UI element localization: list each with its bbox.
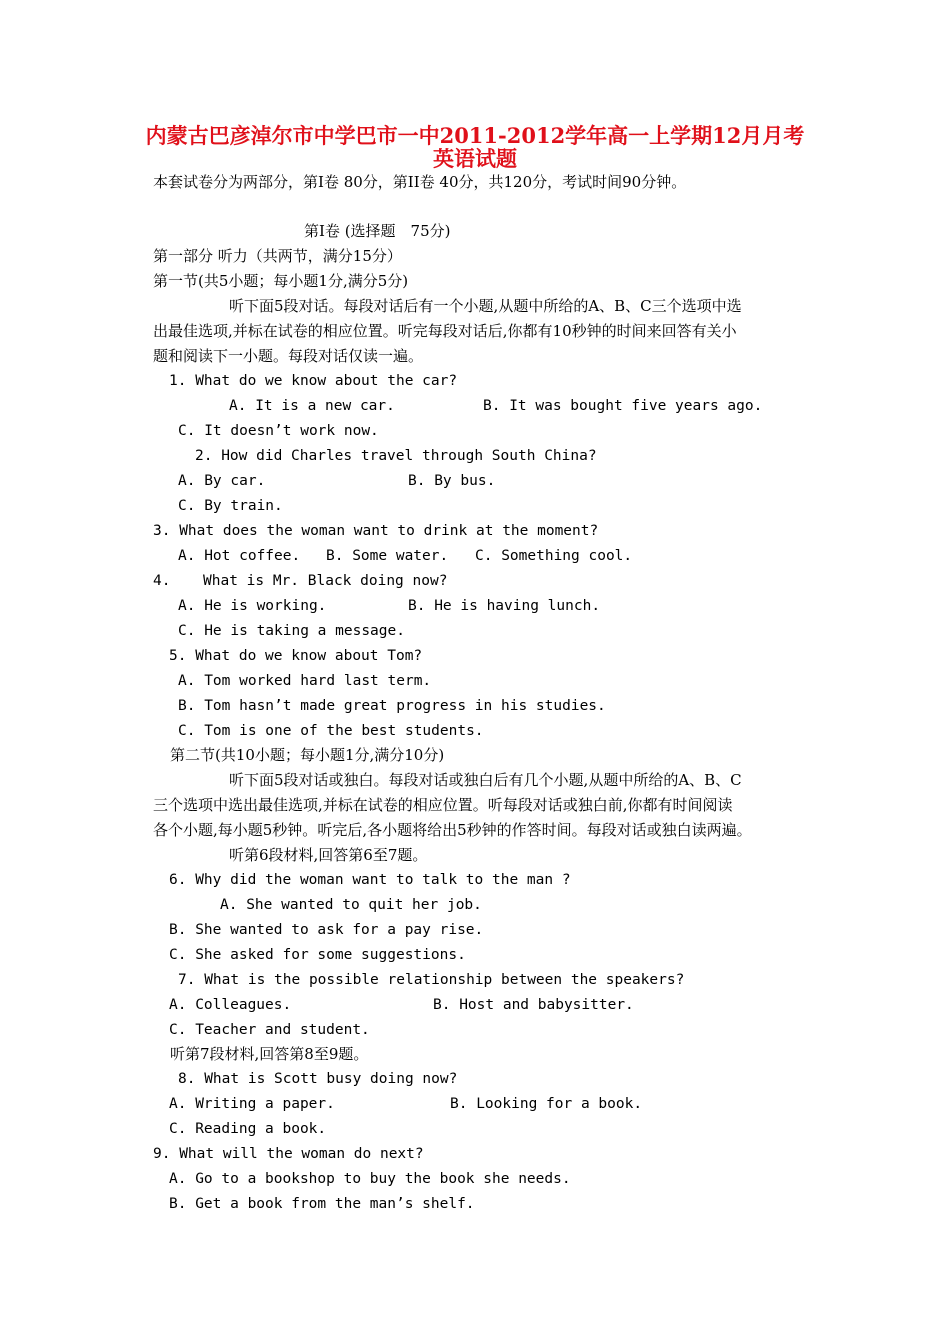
exam-intro: 本套试卷分为两部分，第Ⅰ卷 80分，第II卷 40分，共120分，考试时间90分钟。 xyxy=(153,173,687,191)
q9-option-a: A. Go to a bookshop to buy the book she needs. xyxy=(169,1171,571,1187)
question-3: 3. What does the woman want to drink at the moment? xyxy=(153,523,599,539)
question-5: 5. What do we know about Tom? xyxy=(169,648,423,664)
question-9: 9. What will the woman do next? xyxy=(153,1146,424,1162)
q8-option-b: B. Looking for a book. xyxy=(450,1096,643,1112)
exam-title-line1: 内蒙古巴彦淖尔市中学巴市一中2011-2012学年高一上学期12月月考 xyxy=(145,123,805,148)
section1-instruction-line: 题和阅读下一小题。每段对话仅读一遍。 xyxy=(153,347,424,365)
q8-option-a: A. Writing a paper. xyxy=(169,1096,335,1112)
q1-option-a: A. It is a new car. xyxy=(229,398,395,414)
q5-option-b: B. Tom hasn’t made great progress in his studies. xyxy=(178,698,606,714)
q6-option-b: B. She wanted to ask for a pay rise. xyxy=(169,922,484,938)
q4-option-c: C. He is taking a message. xyxy=(178,623,405,639)
material-7-note: 听第7段材料,回答第8至9题。 xyxy=(170,1045,369,1063)
q4-option-a: A. He is working. xyxy=(178,598,327,614)
exam-title-line2: 英语试题 xyxy=(433,146,517,171)
section1-instruction-line: 出最佳选项,并标在试卷的相应位置。听完每段对话后,你都有10秒钟的时间来回答有关小 xyxy=(153,322,737,340)
listening-section2-heading: 第二节(共10小题；每小题1分,满分10分) xyxy=(170,746,445,764)
question-1: 1. What do we know about the car? xyxy=(169,373,458,389)
q2-option-c: C. By train. xyxy=(178,498,283,514)
q2-option-b: B. By bus. xyxy=(408,473,496,489)
q7-option-a: A. Colleagues. xyxy=(169,997,292,1013)
question-8: 8. What is Scott busy doing now? xyxy=(178,1071,458,1087)
material-6-note: 听第6段材料,回答第6至7题。 xyxy=(229,846,428,864)
section1-heading: 第Ⅰ卷 (选择题 75分) xyxy=(304,222,451,240)
question-2: 2. How did Charles travel through South China? xyxy=(195,448,597,464)
q5-option-c: C. Tom is one of the best students. xyxy=(178,723,484,739)
q3-option-a: A. Hot coffee. xyxy=(178,548,301,564)
question-7: 7. What is the possible relationship between the speakers? xyxy=(178,972,685,988)
q6-option-c: C. She asked for some suggestions. xyxy=(169,947,466,963)
q7-option-c: C. Teacher and student. xyxy=(169,1022,370,1038)
q6-option-a: A. She wanted to quit her job. xyxy=(220,897,482,913)
section2-instruction-line: 三个选项中选出最佳选项,并标在试卷的相应位置。听每段对话或独白前,你都有时间阅读 xyxy=(153,796,733,814)
section1-instruction-line: 听下面5段对话。每段对话后有一个小题,从题中所给的A、B、C三个选项中选 xyxy=(229,297,742,315)
q7-option-b: B. Host and babysitter. xyxy=(433,997,634,1013)
section2-instruction-line: 听下面5段对话或独白。每段对话或独白后有几个小题,从题中所给的A、B、C xyxy=(229,771,742,789)
listening-section1-heading: 第一节(共5小题；每小题1分,满分5分) xyxy=(153,272,409,290)
question-4: What is Mr. Black doing now? xyxy=(203,573,448,589)
q2-option-a: A. By car. xyxy=(178,473,266,489)
q1-option-c: C. It doesn’t work now. xyxy=(178,423,379,439)
q3-option-c: C. Something cool. xyxy=(475,548,633,564)
q5-option-a: A. Tom worked hard last term. xyxy=(178,673,432,689)
section2-instruction-line: 各个小题,每小题5秒钟。听完后,各小题将给出5秒钟的作答时间。每段对话或独白读两遍。 xyxy=(153,821,752,839)
q4-option-b: B. He is having lunch. xyxy=(408,598,601,614)
q1-option-b: B. It was bought five years ago. xyxy=(483,398,763,414)
q3-option-b: B. Some water. xyxy=(326,548,449,564)
q8-option-c: C. Reading a book. xyxy=(169,1121,327,1137)
question-6: 6. Why did the woman want to talk to the man ? xyxy=(169,872,571,888)
listening-part-heading: 第一部分 听力（共两节，满分15分） xyxy=(153,247,402,265)
question-4-number: 4. xyxy=(153,573,171,589)
q9-option-b: B. Get a book from the man’s shelf. xyxy=(169,1196,475,1212)
